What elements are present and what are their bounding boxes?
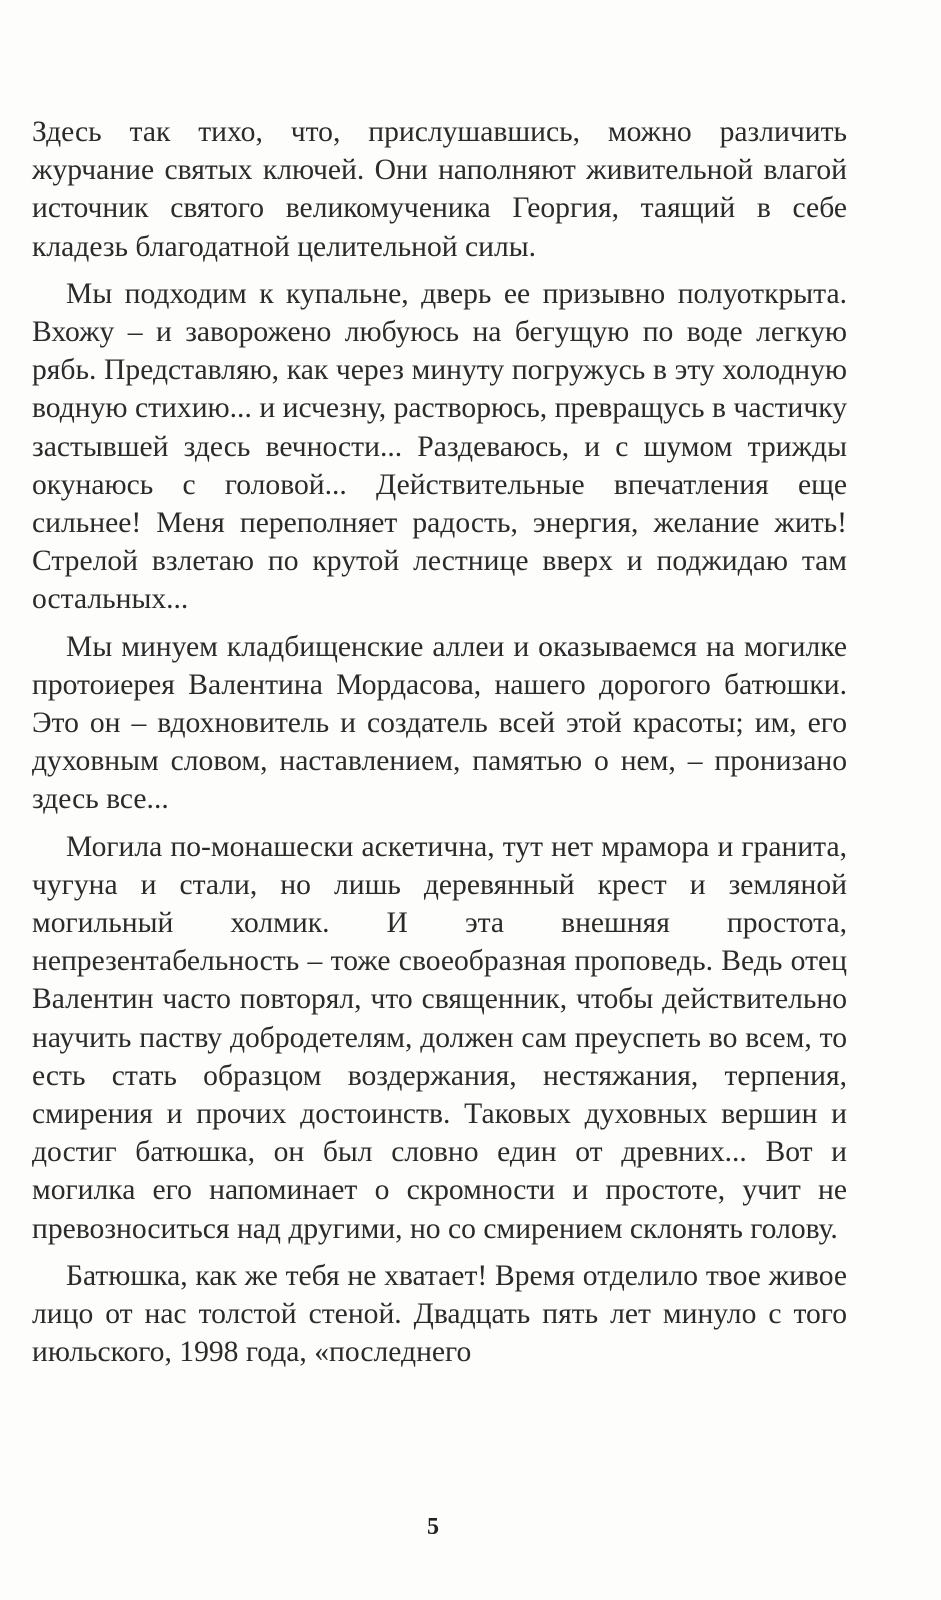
paragraph-2: Мы подходим к купальне, дверь ее призывно полуоткрыта. Вхожу – и заворожено любуюсь на бегущую по воде легкую рябь. Представляю, как через минуту погружусь в эту холодную водную стихию... и исчезну, растворюсь, превращусь в частичку застывшей здесь вечности... Раздеваюсь, и с шумом трижды окунаюсь с головой... Действительные впечатления еще сильнее! Меня переполняет радость, энергия, желание жить! Стрелой взлетаю по крутой лестнице вверх и поджидаю там остальных... [32, 277, 847, 616]
paragraph-1: Здесь так тихо, что, прислушавшись, можно различить журчание святых ключей. Они наполняют живительной влагой источник святого великомученика Георгия, таящий в себе кладезь благодатной целительной силы. [32, 116, 847, 263]
paragraph-3: Мы минуем кладбищенские аллеи и оказываемся на могилке протоиерея Валентина Мордасова, нашего дорогого батюшки. Это он – вдохновитель и создатель всей этой красоты; им, его духовным словом, наставлением, памятью о нем, – пронизано здесь все... [32, 630, 847, 816]
body-text [32, 113, 847, 1381]
page-number: 5 [427, 1514, 439, 1540]
paragraph-4: Могила по-монашески аскетична, тут нет мрамора и гранита, чугуна и стали, но лишь деревянный крест и земляной могильный холмик. И эта внешняя простота, непрезентабельность – тоже своеобразная проповедь. Ведь отец Валентин часто повторял, что священник, чтобы действительно научить паству добродетелям, должен сам преуспеть во всем, то есть стать образцом воздержания, нестяжания, терпения, смирения и прочих достоинств. Таковых духовных вершин и достиг батюшка, он был словно един от древних... Вот и могилка его напоминает о скромности и простоте, учит не превозноситься над другими, но со смирением склонять голову. [32, 830, 847, 1245]
paragraph-5: Батюшка, как же тебя не хватает! Время отделило твое живое лицо от нас толстой стеной. Двадцать пять лет минуло с того июльского, 1998 года, «последнего [32, 1259, 847, 1369]
